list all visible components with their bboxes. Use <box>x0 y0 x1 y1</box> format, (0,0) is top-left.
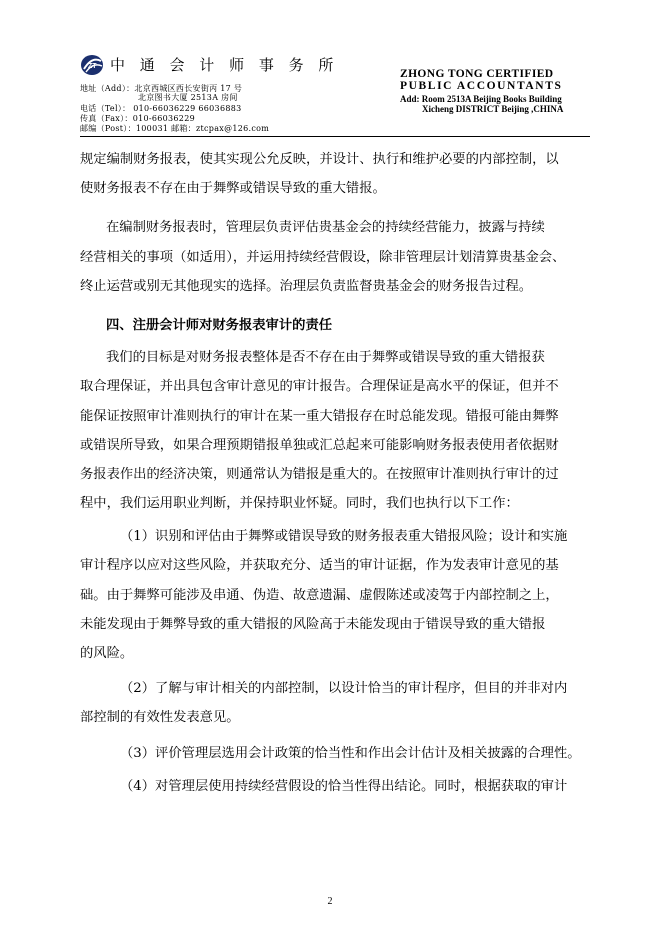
en-address-line-1: Add: Room 2513A Beijing Books Building <box>400 94 562 104</box>
list-item-line: 础。由于舞弊可能涉及串通、伪造、故意遗漏、虚假陈述或凌驾于内部控制之上， <box>80 587 559 603</box>
list-item-line: （1）识别和评估由于舞弊或错误导致的财务报表重大错报风险；设计和实施 <box>120 529 568 545</box>
paragraph-line: 能保证按照审计准则执行的审计在某一重大错报存在时总能发现。错报可能由舞弊 <box>80 408 559 424</box>
list-item-line: 的风险。 <box>80 646 134 661</box>
firm-name-en-line-1: ZHONG TONG CERTIFIED <box>400 68 554 80</box>
list-item-line: （2）了解与审计相关的内部控制，以设计恰当的审计程序，但目的并非对内 <box>120 681 568 697</box>
svg-text:ZT: ZT <box>88 63 97 70</box>
address-line-2: 北京图书大厦 2513A 房间 <box>138 93 238 102</box>
paragraph-line: 规定编制财务报表，使其实现公允反映，并设计、执行和维护必要的内部控制，以 <box>80 152 559 167</box>
header-rule <box>80 136 590 137</box>
list-item-line: 未能发现由于舞弊导致的重大错报的风险高于未能发现由于错误导致的重大错报 <box>80 616 546 632</box>
phone-line: 电话（Tel）： 010-66036229 66036883 <box>80 104 242 113</box>
list-item-line: （4）对管理层使用持续经营假设的恰当性得出结论。同时，根据获取的审计 <box>120 778 568 794</box>
fax-line: 传真（Fax）：010-66036229 <box>80 114 195 123</box>
section-heading: 四、注册会计师对财务报表审计的责任 <box>106 317 333 333</box>
paragraph-line: 务报表作出的经济决策，则通常认为错报是重大的。在按照审计准则执行审计的过 <box>80 466 559 482</box>
post-email-line: 邮编（Post）：100031 邮箱：ztcpax@126.com <box>80 124 270 133</box>
en-address-line-2: Xicheng DISTRICT Beijing ,CHINA <box>422 104 564 114</box>
paragraph-line: 或错误所导致，如果合理预期错报单独或汇总起来可能影响财务报表使用者依据财 <box>80 437 559 453</box>
paragraph-line: 在编制财务报表时，管理层负责评估贵基金会的持续经营能力，披露与持续 <box>106 220 545 236</box>
firm-logo-icon <box>80 54 104 76</box>
paragraph-line: 取合理保证，并出具包含审计意见的审计报告。合理保证是高水平的保证，但并不 <box>80 379 559 395</box>
report-body <box>80 145 592 801</box>
page-number: 2 <box>327 896 333 907</box>
paragraph-line: 使财务报表不存在由于舞弊或错误导致的重大错报。 <box>80 181 386 197</box>
paragraph-line: 终止运营或别无其他现实的选择。治理层负责监督贵基金会的财务报告过程。 <box>80 278 533 294</box>
firm-name-en-block <box>400 68 590 114</box>
paragraph-line: 我们的目标是对财务报表整体是否不存在由于舞弊或错误导致的重大错报获 <box>106 350 545 366</box>
paragraph-line: 经营相关的事项（如适用），并运用持续经营假设，除非管理层计划清算贵基金会、 <box>80 249 566 265</box>
list-item-line: 审计程序以应对这些风险，并获取充分、适当的审计证据，作为发表审计意见的基 <box>80 558 559 574</box>
paragraph-line: 程中，我们运用职业判断，并保持职业怀疑。同时，我们也执行以下工作： <box>80 496 519 512</box>
firm-name-cn: 中 通 会 计 师 事 务 所 <box>110 56 339 74</box>
list-item-line: （3）评价管理层选用会计政策的恰当性和作出会计估计及相关披露的合理性。 <box>120 745 581 761</box>
letterhead <box>80 52 600 140</box>
firm-name-en-line-2: PUBLIC ACCOUNTANTS <box>400 80 563 92</box>
address-line-1: 地址（Add）：北京西城区西长安街丙 17 号 <box>80 84 243 93</box>
list-item-line: 部控制的有效性发表意见。 <box>80 710 240 726</box>
